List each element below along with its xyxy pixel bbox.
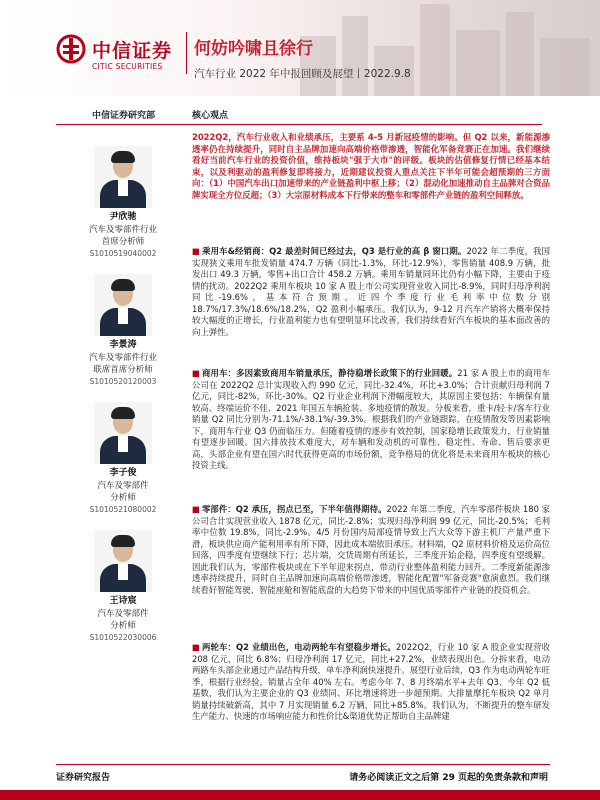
footer-disclaimer: 请务必阅读正文之后第 29 页起的免责条款和声明 bbox=[349, 773, 548, 783]
paragraph-body: 2022Q2，行业 10 家 A 股企业实现营收 208 亿元，同比 6.8%；归母净利润 17 亿元，同比+27.2%，业绩表现出色。分拆来看，电动两路车头部企业通过产品结构升级，单车净利润快速提升。展望行业后续，Q3 作为电动两轮车旺季，根据行业经验，销量占全年 40% 左右。考虑今年 7、8 月终端水平+去年 Q3、今年 Q2 低基数，我们认为主要企业的 Q3 业绩同、环比增速将进一步超预期。大排量摩托车板块 Q2 单月销量持续破新高，其中 7 月实现销量 6.2 万辆，同比+85.8%。我们认为，不断提升的整车研发生产能力、快速的市场响应能力和性价比&渠道优势正帮助自主品牌建 bbox=[192, 642, 550, 722]
analyst-dept: 汽车及零部件行业 bbox=[88, 225, 157, 236]
bullet-icon: ■ bbox=[192, 246, 201, 256]
paragraph-lead: 两轮车：Q2 业绩出色，电动两轮车有望稳步增长。 bbox=[202, 642, 397, 652]
report-header bbox=[0, 0, 600, 96]
paragraph-two-wheelers bbox=[192, 642, 550, 723]
analyst-role: 联席首席分析师 bbox=[93, 365, 153, 376]
report-subtitle: 汽车行业 2022 年中报回顾及展望丨2022.9.8 bbox=[194, 68, 411, 80]
logo-text: 中信证券 bbox=[92, 40, 173, 62]
building-silhouette bbox=[456, 30, 500, 96]
analyst-name: 李景涛 bbox=[109, 340, 137, 350]
footer-rule bbox=[56, 764, 550, 765]
paragraph-lead: 零部件：Q2 承压，拐点已至，下半年值得期待。 bbox=[201, 504, 387, 514]
paragraph-passenger-cars bbox=[192, 246, 550, 338]
avatar bbox=[94, 402, 152, 464]
building-silhouette bbox=[342, 16, 368, 96]
analyst-cert: S1010520120003 bbox=[89, 376, 157, 386]
paragraph-lead: 乘用车&经销商：Q2 最差时间已经过去，Q3 是行业的高 β 窗口期。 bbox=[202, 246, 467, 256]
analyst-cert: S1010522030006 bbox=[89, 632, 157, 642]
avatar bbox=[94, 530, 152, 592]
analyst-card bbox=[76, 146, 170, 260]
paragraph-body: 2022 年二季度，我国实现狭义乘用车批发销量 474.7 万辆（同比-1.3%，环比-12.9%），零售销量 408.9 万辆，批发出口 49.3 万辆，零售+出口合计 458.2 万辆。乘用车销量同环比仍有小幅下降，主要由于疫情的扰动。2022Q2 乘用车板块 10 家 A 股上市公司实现营业收入同比-8.9%，同时归母净利润同比-19.6%，基本符合预期。近四个季度行业毛利率中位数分别 18.7%/17.3%/18.6%/18.2%，Q2 盈利小幅承压。我们认为，9-12 月汽车产销将大概率保持较大幅度的正增长，行业盈利能力也有望明显环比改善，我们持续看好汽车板块的基本面改善的向上弹性。 bbox=[192, 246, 551, 337]
analyst-role: 分析师 bbox=[110, 621, 136, 632]
citic-logo-icon bbox=[56, 34, 86, 64]
paragraph-body: 2022 年第二季度，汽车零部件板块 180 家公司合计实现营业收入 1878 亿元，同比-2.8%；实现归母净利润 99 亿元，同比-20.5%；毛利率中位数 19.8%，同比-2.9%。4/5 月份国内局部疫情导致上汽大众等下游主机厂产量严重下滑，板块供应商产能利用率有所下降，因此成本端依旧承压。材料端，Q2 原材料价格及运价高位回落，四季度有望继续下行；芯片端，交货周期有所延长，三季度开始企稳，四季度有望缓解。因此我们认为，零部件板块或在下半年迎来拐点，带动行业整体盈利能力回升。二季度新能源渗透率持续提升，同时自主品牌加速向高端价格带渗透，智能化配置"军备竞赛"愈演愈烈。我们继续看好智能驾驶、智能座舱和智能底盘的大趋势下带来的中国优质零部件产业链的投资机会。 bbox=[192, 504, 550, 595]
paragraph-components bbox=[192, 504, 550, 596]
report-title: 何妨吟啸且徐行 bbox=[194, 39, 313, 59]
footer-bar bbox=[0, 790, 600, 800]
bullet-icon: ■ bbox=[192, 642, 201, 652]
footer-label: 证券研究报告 bbox=[56, 773, 111, 783]
analyst-name: 王诗宸 bbox=[109, 596, 137, 606]
header-divider bbox=[186, 32, 187, 74]
paragraph-body: 21 家 A 股上市的商用车公司在 2022Q2 总计实现收入约 990 亿元，同比-32.4%，环比+3.0%；合计贡献归母利润 7 亿元，同比-82%，环比-30%。Q2 行业企业利润下滑幅度较大，其原因主要包括：车辆保有量较高、终端运价不佳、2021 年国五车辆抢装、多地疫情的散发。分板来看，重卡/轻卡/客车行业销量 Q2 同比分别为-71.1%/-38.1%/-39.3%。根据我们的产业链跟踪，在疫情散发等因素影响下，商用车行业 Q3 仍面临压力。但随着疫情的逐步有效控制，国家稳增长政策发力，行业销量有望逐步回暖。国六排放技术难度大，对车辆和发动机的可靠性、稳定性、寿命、售后要求更高，头部企业有望在国六时代获得更高的市场份额，竞争格局的优化将是未来商用车板块的核心投资主线。 bbox=[192, 368, 550, 471]
paragraph-lead: 商用车：多因素致商用车销量承压，静待稳增长政策下的行业回暖。 bbox=[202, 368, 458, 378]
avatar bbox=[94, 146, 152, 208]
analyst-name: 李子俊 bbox=[109, 468, 137, 478]
building-silhouette bbox=[420, 4, 450, 96]
avatar bbox=[94, 274, 152, 336]
paragraph-commercial-vehicles bbox=[192, 368, 550, 472]
analyst-card bbox=[76, 274, 170, 388]
section-rule bbox=[56, 124, 542, 125]
bullet-icon: ■ bbox=[192, 504, 200, 514]
analyst-card bbox=[76, 402, 170, 516]
analyst-role: 分析师 bbox=[110, 493, 136, 504]
analyst-card bbox=[76, 530, 170, 644]
analyst-cert: S1010519040002 bbox=[89, 248, 157, 258]
key-summary: 2022Q2，汽车行业收入和业绩承压，主要系 4-5 月新冠疫情的影响。但 Q2 以来，新能源渗透率仍在持续提升，同时自主品牌加速向高端价格带渗透，智能化军备竞赛正在加速。我们继续看好当前汽车行业的投资价值，维持板块"强于大市"的评级。板块的估值修复行情已经基本结束，以及利驱动的盈利修复即将接力，近期建议投资人重点关注下半年可能会超预期的三方面向：（1）中国汽车出口加速带来的产业链盈利中枢上移；（2）混动化加速推动自主品牌对合资品牌实现全方位反超；（3）大宗原材料成本下行带来的整车和零部件产业链的盈利空间释放。 bbox=[192, 132, 550, 200]
section-heading: 核心观点 bbox=[192, 111, 229, 121]
analyst-dept: 汽车及零部件 bbox=[97, 609, 149, 620]
logo-subtext: CITIC SECURITIES bbox=[92, 62, 163, 71]
analyst-dept: 汽车及零部件 bbox=[97, 481, 149, 492]
building-silhouette bbox=[506, 12, 534, 96]
building-silhouette bbox=[540, 38, 590, 96]
analyst-dept: 汽车及零部件行业 bbox=[88, 353, 157, 364]
analyst-name: 尹欣驰 bbox=[109, 212, 137, 222]
analyst-role: 首席分析师 bbox=[101, 237, 145, 248]
sidebar-heading: 中信证券研究部 bbox=[92, 111, 156, 121]
analyst-cert: S1010521080002 bbox=[89, 504, 157, 514]
bullet-icon: ■ bbox=[192, 368, 201, 378]
